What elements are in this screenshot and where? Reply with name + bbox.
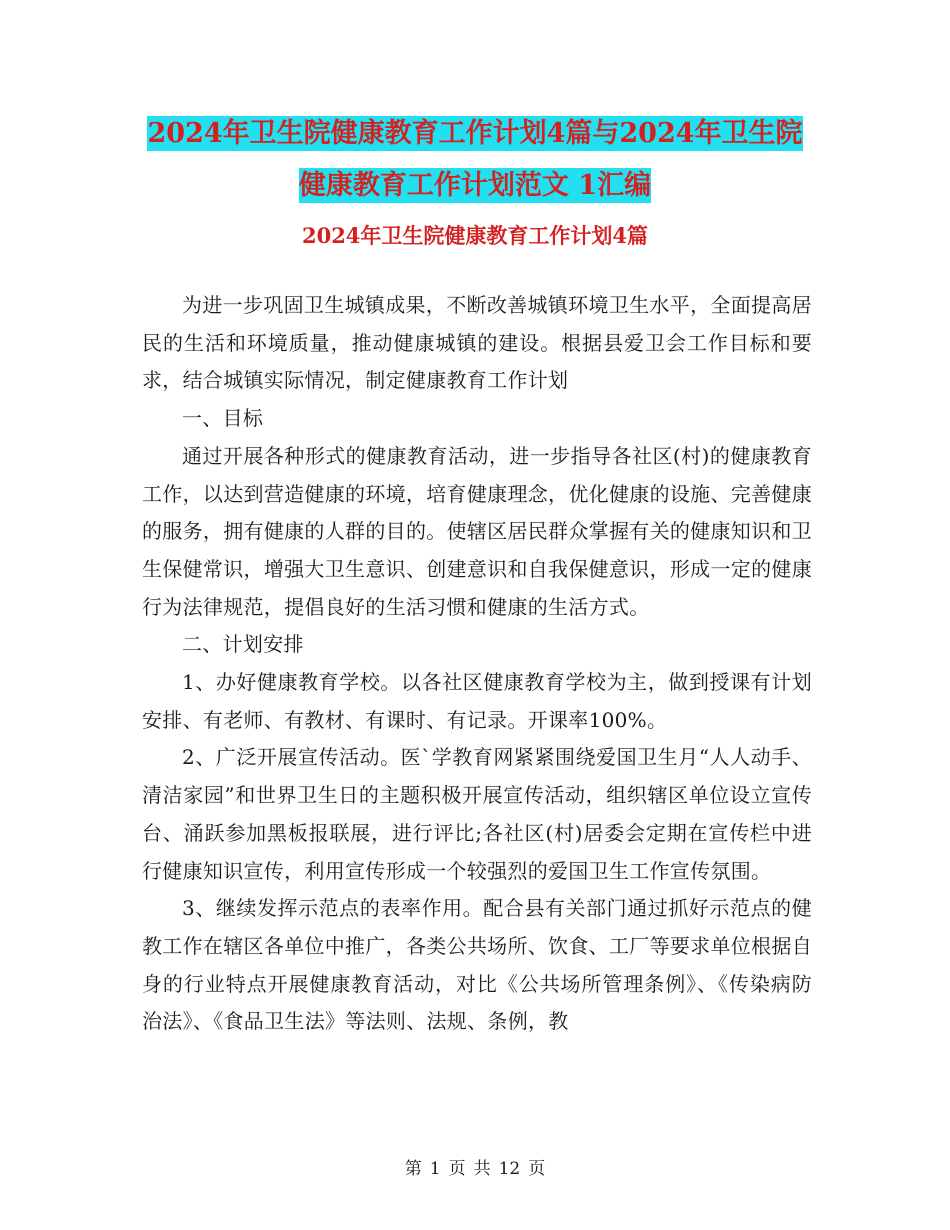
heading-plan: 二、计划安排 <box>182 632 304 657</box>
document-body <box>142 287 812 1041</box>
document-title-line-1: 2024年卫生院健康教育工作计划4篇与2024年卫生院 <box>147 118 803 149</box>
document-title-line-2: 健康教育工作计划范文 1汇编 <box>298 170 652 201</box>
footer-total-pages: 12 <box>498 1159 521 1179</box>
page-footer <box>0 1154 950 1179</box>
footer-total-suffix: 页 <box>528 1159 546 1179</box>
footer-prefix: 第 <box>404 1159 422 1179</box>
paragraph-intro: 为进一步巩固卫生城镇成果，不断改善城镇环境卫生水平，全面提高居民的生活和环境质量，推动健康城镇的建设。根据县爱卫会工作目标和要求，结合城镇实际情况，制定健康教育工作计划 <box>142 293 812 393</box>
document-title <box>100 108 850 212</box>
paragraph-plan-3: 3、继续发挥示范点的表率作用。配合县有关部门通过抓好示范点的健教工作在辖区各单位中推广，各类公共场所、饮食、工厂等要求单位根据自身的行业特点开展健康教育活动，对比《公共场所管理条例》、《传染病防治法》、《食品卫生法》等法则、法规、条例，教 <box>142 896 812 1034</box>
footer-total-prefix: 共 <box>473 1159 491 1179</box>
heading-goals: 一、目标 <box>182 406 264 431</box>
paragraph-plan-2: 2、广泛开展宣传活动。医`学教育网紧紧围绕爱国卫生月“人人动手、清洁家园”和世界卫生日的主题积极开展宣传活动，组织辖区单位设立宣传台、涌跃参加黑板报联展，进行评比;各社区(村)居委会定期在宣传栏中进行健康知识宣传，利用宣传形成一个较强烈的爱国卫生工作宣传氛围。 <box>142 745 812 883</box>
footer-page-word: 页 <box>448 1159 466 1179</box>
section-title: 2024年卫生院健康教育工作计划4篇 <box>301 223 649 248</box>
paragraph-plan-1: 1、办好健康教育学校。以各社区健康教育学校为主，做到授课有计划安排、有老师、有教材、有课时、有记录。开课率100%。 <box>142 670 812 732</box>
paragraph-goals: 通过开展各种形式的健康教育活动，进一步指导各社区(村)的健康教育工作，以达到营造健康的环境，培育健康理念，优化健康的设施、完善健康的服务，拥有健康的人群的目的。使辖区居民群众掌握有关的健康知识和卫生保健常识，增强大卫生意识、创建意识和自我保健意识，形成一定的健康行为法律规范，提倡良好的生活习惯和健康的生活方式。 <box>142 443 812 619</box>
footer-current-page: 1 <box>429 1159 441 1179</box>
